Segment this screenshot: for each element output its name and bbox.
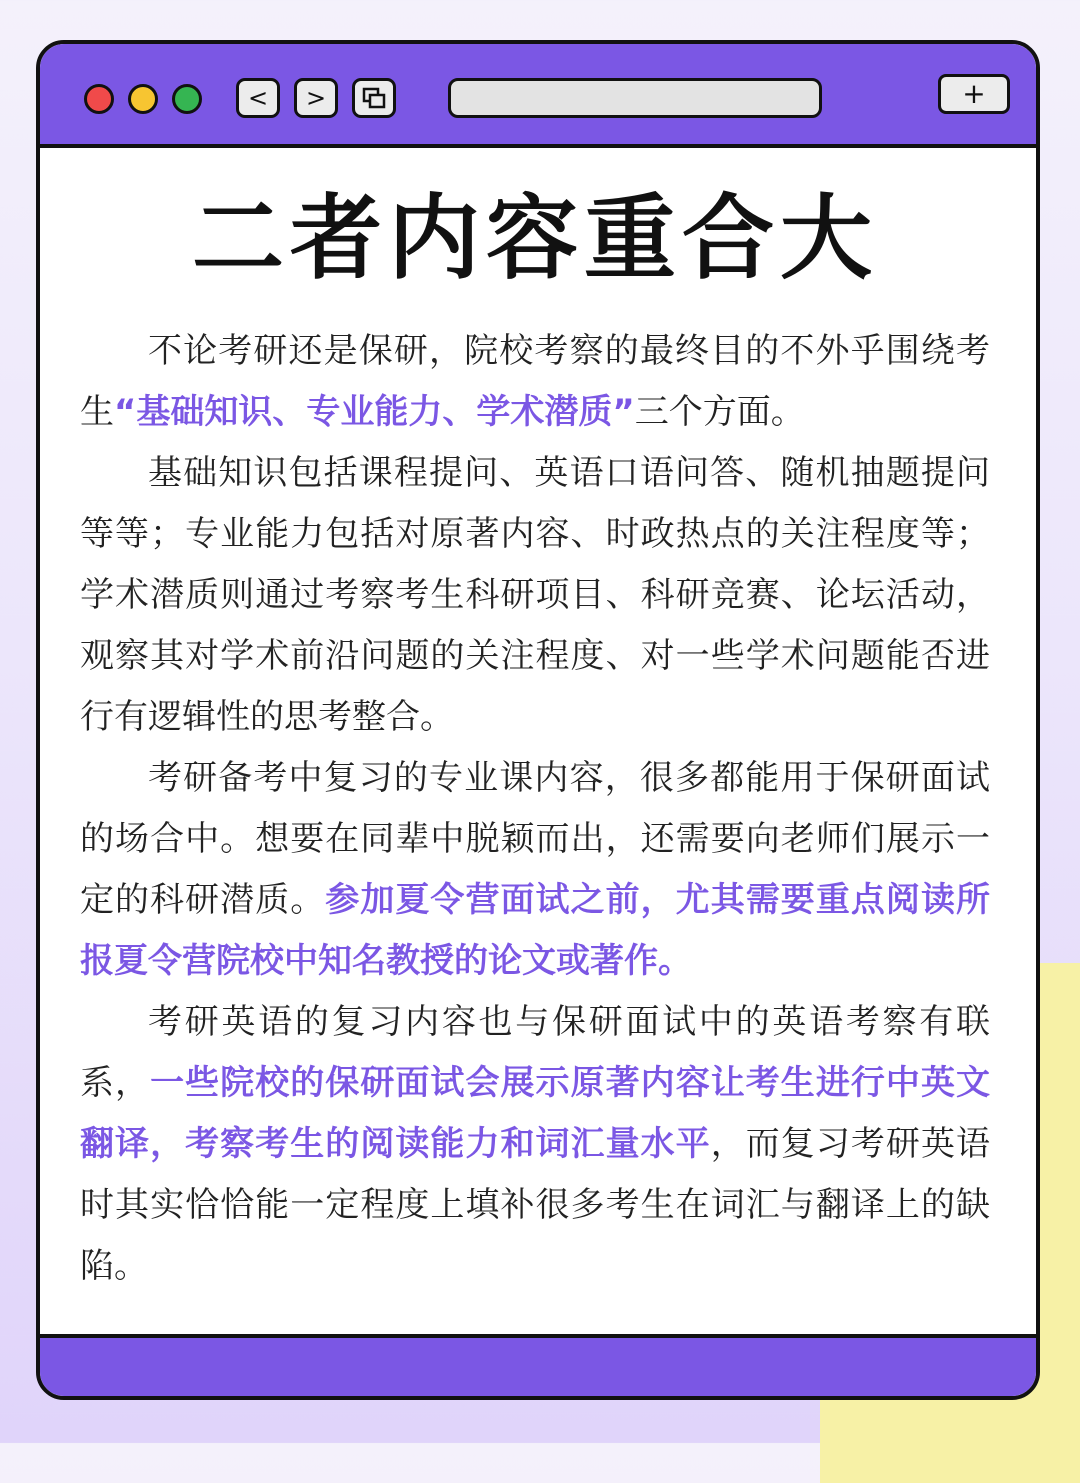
plus-icon: + (962, 77, 986, 110)
paragraph-1 (80, 321, 990, 443)
title-bar (40, 44, 1036, 148)
minimize-dot-icon[interactable] (128, 84, 158, 114)
back-icon: < (247, 84, 269, 112)
paragraph-3 (80, 748, 990, 992)
back-button[interactable] (236, 78, 280, 118)
tabs-button[interactable] (352, 78, 396, 118)
footer-bar (40, 1334, 1036, 1396)
paragraph-3-text: 考研备考中复习的专业课内容，很多都能用于保研面试的场合中。想要在同辈中脱颖而出，还需要向老师们展示一定的科研潜质。 (80, 758, 990, 921)
paragraph-3-highlight: 参加夏令营面试之前，尤其需要重点阅读所报夏令营院校中知名教授的论文或著作。 (80, 880, 990, 982)
paragraph-4-text: 考研英语的复习内容也与保研面试中的英语考察有联系， (80, 1002, 990, 1104)
page-title: 二者内容重合大 (191, 185, 878, 292)
paragraph-4-highlight: 一些院校的保研面试会展示原著内容让考生进行中英文翻译，考察考生的阅读能力和词汇量水平 (80, 1063, 991, 1165)
paragraph-2 (80, 443, 990, 748)
paragraph-1-tail: 三个方面。 (634, 392, 805, 433)
forward-icon: > (305, 84, 327, 112)
paragraph-4-tail: ，而复习考研英语时其实恰恰能一定程度上填补很多考生在词汇与翻译上的缺陷。 (80, 1124, 990, 1287)
new-tab-button[interactable] (938, 74, 1010, 114)
copy-window-icon (362, 87, 386, 109)
paragraph-1-highlight: “基础知识、专业能力、学术潜质” (114, 392, 635, 433)
maximize-dot-icon[interactable] (172, 84, 202, 114)
forward-button[interactable] (294, 78, 338, 118)
close-dot-icon[interactable] (84, 84, 114, 114)
paragraph-4 (80, 992, 990, 1297)
address-bar[interactable] (448, 78, 822, 118)
paragraph-2-text: 基础知识包括课程提问、英语口语问答、随机抽题提问等等；专业能力包括对原著内容、时政热点的关注程度等；学术潜质则通过考察考生科研项目、科研竞赛、论坛活动，观察其对学术前沿问题的关注程度、对一些学术问题能否进行有逻辑性的思考整合。 (80, 453, 990, 738)
browser-window (36, 40, 1040, 1400)
paragraph-1-text: 不论考研还是保研，院校考察的最终目的不外乎围绕考生 (80, 331, 990, 433)
article (80, 148, 990, 1297)
